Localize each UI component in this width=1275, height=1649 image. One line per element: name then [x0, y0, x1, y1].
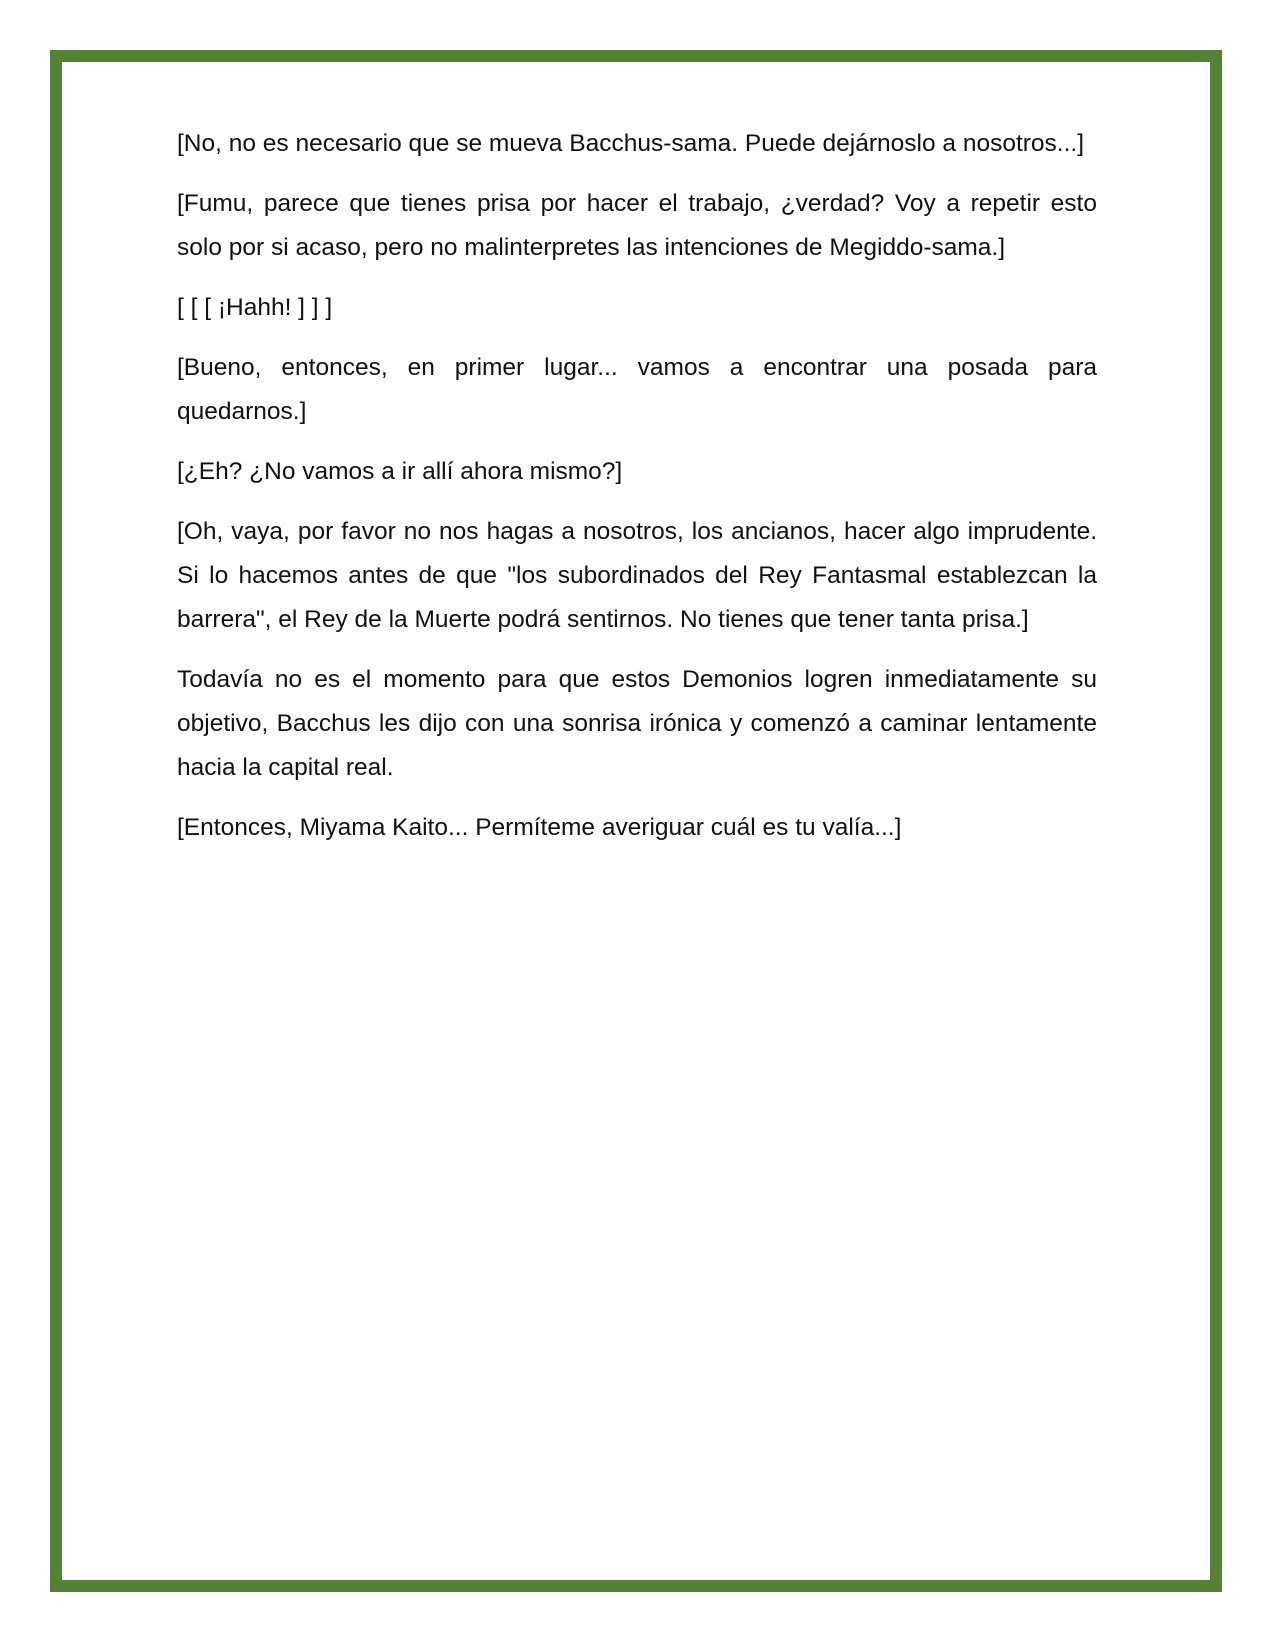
paragraph: [Fumu, parece que tienes prisa por hacer el trabajo, ¿verdad? Voy a repetir esto solo por si acaso, pero no malinterpretes las intenciones de Megiddo-sama.] — [177, 190, 1097, 261]
paragraph: [Oh, vaya, por favor no nos hagas a nosotros, los ancianos, hacer algo imprudente. Si lo hacemos antes de que "los subordinados del Rey Fantasmal establezcan la barrera", el Rey de la Muerte podrá sentirnos. No tienes que tener tanta prisa.] — [177, 518, 1097, 633]
paragraph: [ [ [ ¡Hahh! ] ] ] — [177, 294, 333, 321]
paragraph: [Bueno, entonces, en primer lugar... vamos a encontrar una posada para quedarnos.] — [177, 354, 1097, 425]
document-body — [177, 122, 1097, 866]
paragraph: Todavía no es el momento para que estos Demonios logren inmediatamente su objetivo, Bacchus les dijo con una sonrisa irónica y comenzó a caminar lentamente hacia la capital real. — [177, 666, 1097, 781]
paragraph: [¿Eh? ¿No vamos a ir allí ahora mismo?] — [177, 458, 623, 485]
paragraph: [Entonces, Miyama Kaito... Permíteme averiguar cuál es tu valía...] — [177, 814, 902, 841]
paragraph: [No, no es necesario que se mueva Bacchus-sama. Puede dejárnoslo a nosotros...] — [177, 130, 1085, 157]
